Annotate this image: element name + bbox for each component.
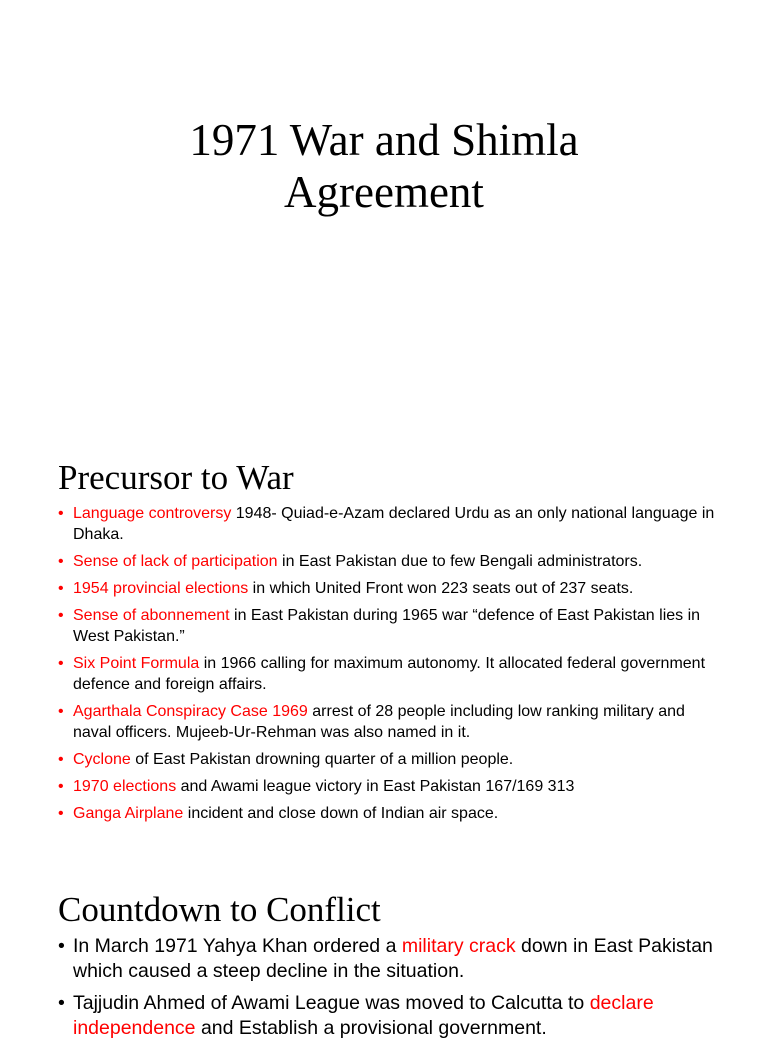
- bullet-icon: •: [58, 505, 64, 522]
- item-text: arrest of 28 people including low ranking military and naval officers. Mujeeb-Ur-Rehman was also named in it.: [73, 703, 685, 741]
- highlighted-term: 1970 elections: [73, 778, 177, 795]
- precursor-bullet-list: [58, 503, 718, 830]
- highlighted-term: military crack: [401, 935, 516, 957]
- list-item: [58, 991, 718, 1041]
- item-text: in East Pakistan due to few Bengali administrators.: [277, 553, 643, 570]
- highlighted-term: 1954 provincial elections: [73, 580, 249, 597]
- list-item: [58, 701, 718, 743]
- item-text: Tajjudin Ahmed of Awami League was moved to Calcutta to: [73, 992, 590, 1014]
- list-item: [58, 803, 718, 824]
- item-text: of East Pakistan drowning quarter of a million people.: [130, 751, 514, 768]
- title-line-1: 1971 War and Shimla: [189, 115, 579, 165]
- bullet-icon: •: [58, 805, 64, 822]
- precursor-heading: Precursor to War: [58, 458, 294, 497]
- highlighted-term: Cyclone: [73, 751, 131, 768]
- countdown-bullet-list: [58, 934, 718, 1048]
- item-text: and Establish a provisional government.: [195, 1017, 547, 1039]
- list-item: [58, 934, 718, 984]
- item-text: in which United Front won 223 seats out of 237 seats.: [248, 580, 634, 597]
- bullet-icon: •: [58, 655, 64, 672]
- bullet-icon: •: [58, 607, 64, 624]
- highlighted-term: Sense of abonnement: [73, 607, 230, 624]
- title-line-2: Agreement: [284, 167, 484, 217]
- highlighted-term: declare independence: [73, 992, 654, 1039]
- item-text: and Awami league victory in East Pakistan 167/169 313: [176, 778, 575, 795]
- bullet-icon: •: [58, 935, 65, 957]
- bullet-icon: •: [58, 778, 64, 795]
- highlighted-term: Sense of lack of participation: [73, 553, 278, 570]
- bullet-icon: •: [58, 553, 64, 570]
- list-item: [58, 605, 718, 647]
- presentation-title: [0, 114, 768, 218]
- list-item: [58, 578, 718, 599]
- countdown-heading: Countdown to Conflict: [58, 890, 381, 929]
- countdown-slide: [0, 860, 768, 1039]
- item-text: incident and close down of Indian air space.: [183, 805, 499, 822]
- item-text: in East Pakistan during 1965 war “defence of East Pakistan lies in West Pakistan.”: [73, 607, 701, 645]
- title-slide: [0, 0, 768, 430]
- item-text: 1948- Quiad-e-Azam declared Urdu as an only national language in Dhaka.: [73, 505, 715, 543]
- list-item: [58, 776, 718, 797]
- bullet-icon: •: [58, 992, 65, 1014]
- highlighted-term: Language controversy: [73, 505, 232, 522]
- bullet-icon: •: [58, 751, 64, 768]
- list-item: [58, 551, 718, 572]
- list-item: [58, 749, 718, 770]
- item-text: in 1966 calling for maximum autonomy. It allocated federal government defence and foreign affairs.: [73, 655, 706, 693]
- item-text: In March 1971 Yahya Khan ordered a: [73, 935, 402, 957]
- bullet-icon: •: [58, 580, 64, 597]
- list-item: [58, 503, 718, 545]
- highlighted-term: Agarthala Conspiracy Case 1969: [73, 703, 308, 720]
- bullet-icon: •: [58, 703, 64, 720]
- list-item: [58, 653, 718, 695]
- highlighted-term: Ganga Airplane: [73, 805, 184, 822]
- item-text: down in East Pakistan which caused a steep decline in the situation.: [73, 935, 713, 982]
- precursor-slide: [0, 430, 768, 860]
- highlighted-term: Six Point Formula: [73, 655, 200, 672]
